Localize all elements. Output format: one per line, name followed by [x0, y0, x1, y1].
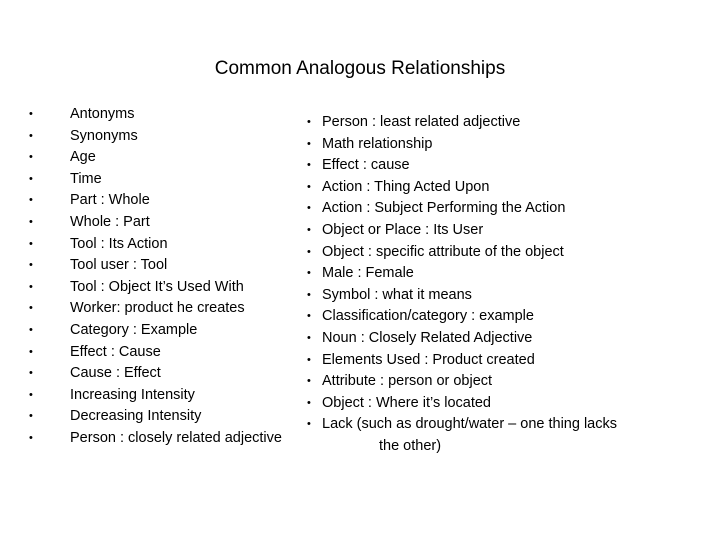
list-item-label: Increasing Intensity [70, 386, 195, 403]
list-item [29, 406, 285, 428]
slide-title: Common Analogous Relationships [214, 58, 506, 79]
bullet-icon: • [307, 310, 311, 323]
list-item-label: Cause : Effect [70, 365, 161, 382]
list-item [307, 112, 682, 134]
list-item [29, 212, 285, 234]
bullet-icon: • [307, 288, 311, 301]
bullet-icon: • [307, 116, 311, 128]
list-item-label: Attribute : person or object [322, 373, 493, 390]
bullet-icon: • [307, 245, 311, 258]
bullet-icon: • [307, 331, 311, 344]
right-relationship-list [307, 112, 682, 458]
bullet-icon: • [29, 280, 33, 293]
list-item [307, 134, 682, 156]
list-item [29, 190, 285, 212]
list-item-label: Symbol : what it means [322, 286, 472, 303]
list-item [29, 126, 285, 148]
list-item-label: Noun : Closely Related Adjective [322, 329, 533, 346]
list-item-label: Age [70, 149, 96, 166]
bullet-icon: • [29, 410, 33, 423]
list-item [307, 393, 682, 415]
list-item [307, 328, 682, 350]
list-item-label: Action : Thing Acted Upon [322, 178, 490, 195]
list-item [29, 104, 285, 126]
list-item-label: Category : Example [70, 321, 198, 338]
bullet-icon: • [307, 180, 311, 193]
list-item [307, 414, 682, 457]
list-item [29, 255, 285, 277]
list-item-label: Part : Whole [70, 192, 150, 209]
list-item [307, 220, 682, 242]
list-item-label: Person : closely related adjective [70, 429, 282, 446]
list-item [307, 242, 682, 264]
list-item [29, 320, 285, 342]
list-item [307, 350, 682, 372]
list-item-label: Antonyms [70, 106, 135, 122]
bullet-icon: • [307, 418, 311, 431]
list-item-label: Effect : cause [322, 157, 410, 174]
bullet-icon: • [29, 431, 33, 444]
list-item [29, 169, 285, 191]
list-item-label: Decreasing Intensity [70, 408, 202, 425]
bullet-icon: • [29, 302, 33, 315]
list-item [307, 371, 682, 393]
list-item-label: Lack (such as drought/water – one thing lacks [322, 416, 617, 433]
bullet-icon: • [29, 215, 33, 228]
list-item [29, 363, 285, 385]
bullet-icon: • [29, 323, 33, 336]
bullet-icon: • [29, 129, 33, 142]
list-item [29, 385, 285, 407]
list-item-continuation: the other) [379, 437, 442, 454]
list-item-label: Male : Female [322, 265, 414, 282]
list-item-label: Tool : Its Action [70, 235, 168, 252]
list-item [307, 155, 682, 177]
bullet-icon: • [307, 396, 311, 409]
bullet-icon: • [307, 353, 311, 366]
bullet-icon: • [29, 345, 33, 358]
list-item-label: Effect : Cause [70, 343, 161, 360]
bullet-icon: • [29, 388, 33, 401]
list-item-label: Worker: product he creates [70, 300, 245, 317]
list-item [29, 234, 285, 256]
list-item [29, 277, 285, 299]
list-item-label: Synonyms [70, 127, 138, 144]
bullet-icon: • [29, 194, 33, 207]
bullet-icon: • [29, 237, 33, 250]
list-item-label: Object : specific attribute of the object [322, 243, 564, 260]
list-item [29, 342, 285, 364]
list-item [29, 298, 285, 320]
list-item-label: Person : least related adjective [322, 114, 521, 130]
bullet-icon: • [29, 151, 33, 164]
list-item [307, 306, 682, 328]
bullet-icon: • [29, 172, 33, 185]
bullet-icon: • [29, 108, 33, 120]
list-item [307, 285, 682, 307]
list-item-label: Time [70, 170, 102, 187]
bullet-icon: • [29, 367, 33, 380]
list-item-label: Tool user : Tool [70, 257, 168, 274]
list-item [29, 428, 285, 450]
bullet-icon: • [307, 137, 311, 150]
list-item [307, 198, 682, 220]
list-item-label: Classification/category : example [322, 308, 534, 325]
list-item-label: Math relationship [322, 135, 433, 152]
bullet-icon: • [307, 202, 311, 215]
bullet-icon: • [307, 375, 311, 388]
list-item-label: Object : Where it’s located [322, 394, 491, 411]
bullet-icon: • [307, 223, 311, 236]
list-item-label: Tool : Object It’s Used With [70, 278, 244, 295]
list-item-label: Whole : Part [70, 213, 150, 230]
bullet-icon: • [307, 267, 311, 280]
left-relationship-list [29, 104, 285, 450]
bullet-icon: • [307, 159, 311, 172]
list-item-label: Object or Place : Its User [322, 221, 484, 238]
bullet-icon: • [29, 259, 33, 272]
list-item [307, 177, 682, 199]
list-item [29, 147, 285, 169]
list-item-label: Elements Used : Product created [322, 351, 535, 368]
list-item [307, 263, 682, 285]
list-item-label: Action : Subject Performing the Action [322, 200, 566, 217]
